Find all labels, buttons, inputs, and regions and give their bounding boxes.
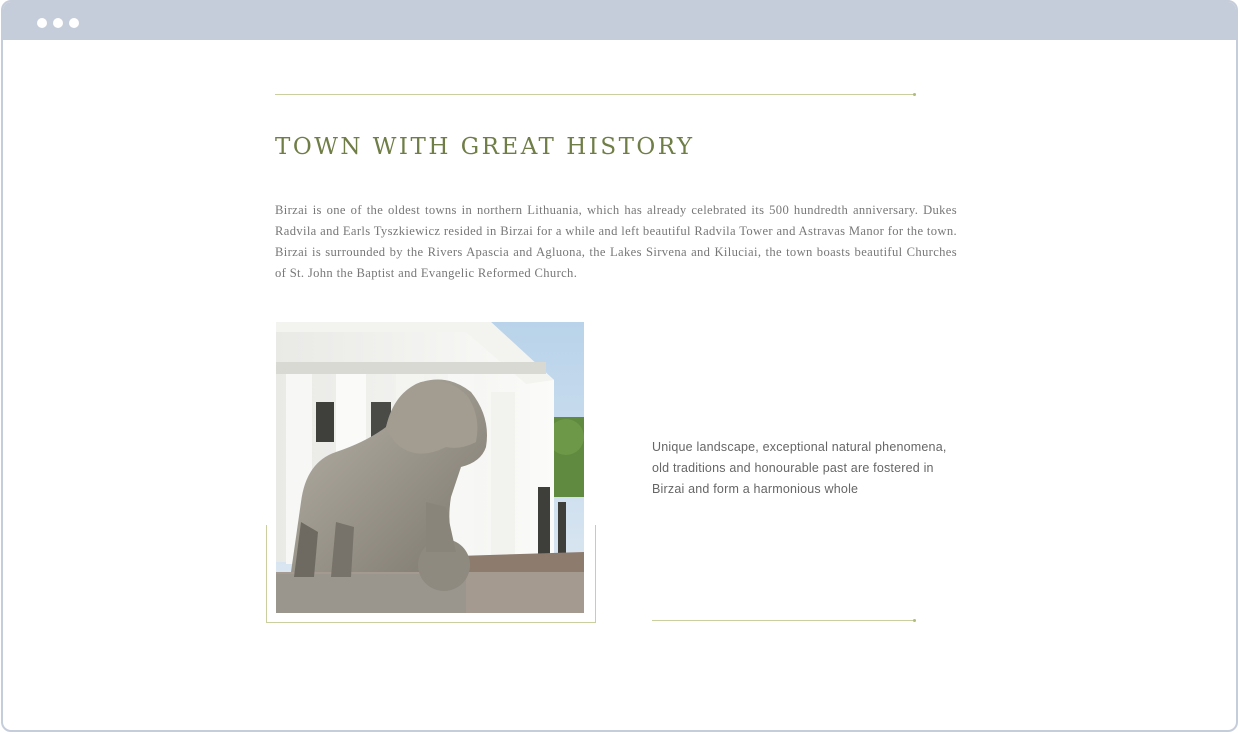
window-titlebar <box>3 2 1236 40</box>
browser-window <box>1 0 1238 732</box>
window-control-dot[interactable] <box>37 18 47 28</box>
lion-statue-photo <box>276 322 584 613</box>
bottom-divider <box>652 620 915 621</box>
side-paragraph: Unique landscape, exceptional natural phenomena, old traditions and honourable past are fostered in Birzai and form a harmonious whole <box>652 440 947 496</box>
section-heading: TOWN WITH GREAT HISTORY <box>275 134 695 160</box>
top-divider <box>275 94 915 95</box>
window-control-dot[interactable] <box>53 18 63 28</box>
intro-paragraph: Birzai is one of the oldest towns in northern Lithuania, which has already celebrated its 500 hundredth anniversary. Dukes Radvila and Earls Tyszkiewicz resided in Birzai for a while and left beautiful Radvila Tower and Astravas Manor for the town. Birzai is surrounded by the Rivers Apascia and Agluona, the Lakes Sirvena and Kiluciai, the town boasts beautiful Churches of St. John the Baptist and Evangelic Reformed Church. <box>275 203 957 280</box>
window-control-dot[interactable] <box>69 18 79 28</box>
